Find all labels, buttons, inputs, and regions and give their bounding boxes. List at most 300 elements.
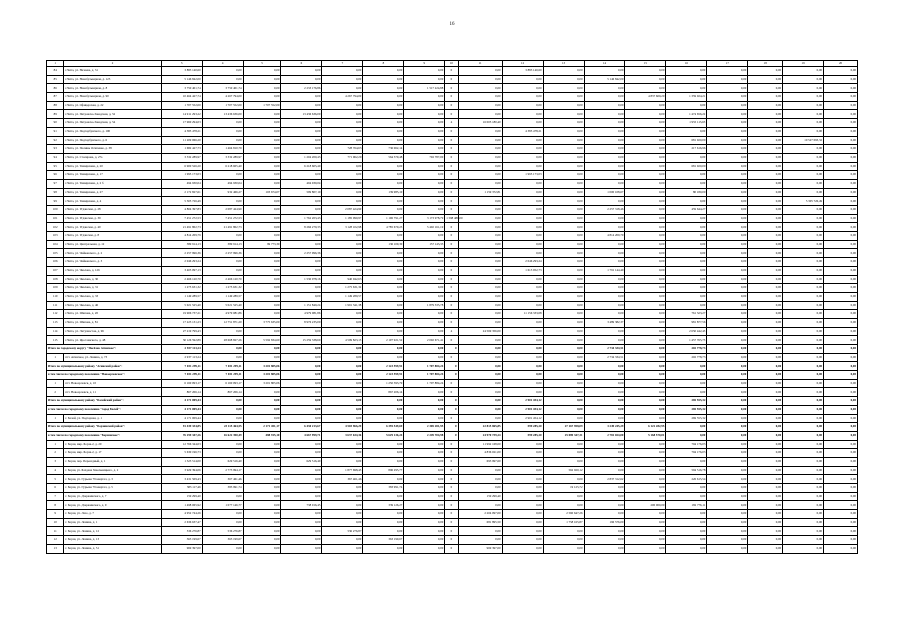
amount-cell: 0,00 xyxy=(666,492,707,501)
amount-cell: 0,00 xyxy=(748,544,783,553)
amount-cell: 0,00 xyxy=(458,527,502,536)
row-index: 84 xyxy=(47,67,64,76)
amount-cell: 99 773,30 xyxy=(243,240,281,249)
amount-cell: 0,00 xyxy=(363,179,404,188)
subtotal-label: в том числе по городскому поселению "город Балей": xyxy=(47,405,162,414)
amount-cell: 7 451 272,53 xyxy=(202,214,243,223)
amount-cell: 0,00 xyxy=(783,179,824,188)
table-row xyxy=(47,301,858,310)
amount-cell: 0,00 xyxy=(502,75,543,84)
amount-cell: 0,00 xyxy=(625,188,666,197)
amount-cell: 0,00 xyxy=(625,119,666,128)
address-cell: г. Борзя, ул. Гурьева 79 квартал, д. 3 xyxy=(64,475,161,484)
amount-cell: 1 000 108,67 xyxy=(584,188,625,197)
amount-cell: 0,00 xyxy=(707,475,748,484)
amount-cell: 0,00 xyxy=(584,67,625,76)
amount-cell: 0 xyxy=(445,449,458,458)
amount-cell: 2 233 176,86 xyxy=(281,84,322,93)
amount-cell: 0,00 xyxy=(783,214,824,223)
address-cell: г. Борзя, ул. Ленина, д. 1 xyxy=(64,518,161,527)
amount-cell: 0,00 xyxy=(322,397,363,406)
amount-cell: 488 915,10 xyxy=(243,431,281,440)
amount-cell: 0 xyxy=(445,544,458,553)
amount-cell: 0,00 xyxy=(202,440,243,449)
amount-cell: 15 259 338,60 xyxy=(281,336,322,345)
amount-cell: 0 xyxy=(445,188,458,197)
amount-cell: 0,00 xyxy=(543,266,584,275)
amount-cell: 0,00 xyxy=(243,223,281,232)
amount-cell: 0,00 xyxy=(748,336,783,345)
amount-cell: 0,00 xyxy=(707,206,748,215)
amount-cell: 0 xyxy=(445,223,458,232)
amount-cell: 0,00 xyxy=(202,353,243,362)
amount-cell: 16 005 180,40 xyxy=(458,119,502,128)
amount-cell: 2 781 024,00 xyxy=(584,431,625,440)
table-row xyxy=(47,292,858,301)
amount-cell: 0 xyxy=(445,510,458,519)
amount-cell: 0,00 xyxy=(707,67,748,76)
amount-cell: 6 430 213,67 xyxy=(281,423,322,432)
amount-cell: 0,00 xyxy=(202,75,243,84)
amount-cell: 0 xyxy=(445,101,458,110)
row-index: 115 xyxy=(47,336,64,345)
amount-cell: 0,00 xyxy=(707,414,748,423)
amount-cell: 0,00 xyxy=(363,440,404,449)
amount-cell: 0,00 xyxy=(625,318,666,327)
amount-cell: 24 569 356,00 xyxy=(458,327,502,336)
amount-cell: 0,00 xyxy=(404,475,445,484)
amount-cell: 0 xyxy=(445,197,458,206)
amount-cell: 0,00 xyxy=(363,301,404,310)
amount-cell: 0,00 xyxy=(502,527,543,536)
amount-cell: 0 xyxy=(445,266,458,275)
amount-cell: 0,00 xyxy=(243,93,281,102)
amount-cell: 0,00 xyxy=(824,371,858,380)
amount-cell: 494 930,04 xyxy=(161,179,202,188)
amount-cell: 0,00 xyxy=(707,379,748,388)
amount-cell: 159 299,40 xyxy=(161,492,202,501)
amount-cell: 0,00 xyxy=(625,292,666,301)
amount-cell: 0,00 xyxy=(322,484,363,493)
amount-cell: 0,00 xyxy=(824,232,858,241)
amount-cell: 0,00 xyxy=(543,379,584,388)
amount-cell: 0,00 xyxy=(458,153,502,162)
amount-cell: 202 778,73 xyxy=(666,353,707,362)
amount-cell: 1 613 952,73 xyxy=(502,266,543,275)
amount-cell: 0,00 xyxy=(502,232,543,241)
amount-cell: 0,00 xyxy=(404,145,445,154)
amount-cell: 0,00 xyxy=(502,145,543,154)
amount-cell: 0,00 xyxy=(666,544,707,553)
amount-cell: 0,00 xyxy=(322,405,363,414)
amount-cell: 0,00 xyxy=(707,457,748,466)
amount-cell: 7 031 299,11 xyxy=(202,362,243,371)
amount-cell: 0,00 xyxy=(543,214,584,223)
amount-cell: 6 122 282,95 xyxy=(625,423,666,432)
amount-cell: 0,00 xyxy=(243,75,281,84)
amount-cell: 0,00 xyxy=(404,310,445,319)
amount-cell: 0 xyxy=(445,371,458,380)
amount-cell: 0,00 xyxy=(783,423,824,432)
amount-cell: 0,00 xyxy=(543,162,584,171)
amount-cell: 0,00 xyxy=(666,423,707,432)
amount-cell: 0,00 xyxy=(404,536,445,545)
amount-cell: 0,00 xyxy=(707,371,748,380)
amount-cell: 0,00 xyxy=(543,93,584,102)
amount-cell: 0,00 xyxy=(458,67,502,76)
amount-cell: 91 439 334,85 xyxy=(161,423,202,432)
amount-cell: 0,00 xyxy=(748,527,783,536)
row-index: 104 xyxy=(47,240,64,249)
amount-cell: 0,00 xyxy=(322,318,363,327)
amount-cell: 0,00 xyxy=(502,110,543,119)
amount-cell: 2 249 704,98 xyxy=(404,431,445,440)
amount-cell: 0,00 xyxy=(458,232,502,241)
amount-cell: 0,00 xyxy=(748,457,783,466)
amount-cell: 0,00 xyxy=(543,249,584,258)
amount-cell: 1 879 335,78 xyxy=(404,301,445,310)
subtotal-label: Итого по городскому округу "Посёлок Агинское": xyxy=(47,345,162,354)
amount-cell: 0,00 xyxy=(243,153,281,162)
amount-cell: 0,00 xyxy=(322,510,363,519)
amount-cell: 0 xyxy=(445,232,458,241)
address-cell: г. Балей, ул. Подгорная, д. 1 xyxy=(64,414,161,423)
amount-cell: 0,00 xyxy=(748,440,783,449)
amount-cell: 0,00 xyxy=(458,162,502,171)
amount-cell: 0,00 xyxy=(502,440,543,449)
amount-cell: 8 976 235,00 xyxy=(281,318,322,327)
amount-cell: 0,00 xyxy=(363,266,404,275)
amount-cell: 0,00 xyxy=(783,431,824,440)
amount-cell: 0,00 xyxy=(243,457,281,466)
column-number: 5 xyxy=(243,61,281,67)
amount-cell: 969 397,00 xyxy=(161,544,202,553)
amount-cell: 0,00 xyxy=(783,93,824,102)
amount-cell: 0,00 xyxy=(322,440,363,449)
amount-cell: 4 385 478,21 xyxy=(502,127,543,136)
amount-cell: 0,00 xyxy=(404,397,445,406)
row-index: 2 xyxy=(47,388,64,397)
subtotal-row xyxy=(47,423,858,432)
amount-cell: 0,00 xyxy=(543,371,584,380)
amount-cell: 0,00 xyxy=(322,371,363,380)
row-index: 2 xyxy=(47,449,64,458)
address-cell: г. Борзя, мкр. Борзя-2, д. 17 xyxy=(64,449,161,458)
address-cell: г. Борзя, ул. Дзержинского, д. 7 xyxy=(64,492,161,501)
amount-cell: 0,00 xyxy=(322,119,363,128)
amount-cell: 0,00 xyxy=(458,275,502,284)
amount-cell: 0,00 xyxy=(783,301,824,310)
amount-cell: 0,00 xyxy=(322,327,363,336)
amount-cell: 0 xyxy=(445,127,458,136)
amount-cell: 0,00 xyxy=(281,405,322,414)
row-index: 101 xyxy=(47,214,64,223)
amount-cell: 0,00 xyxy=(322,501,363,510)
amount-cell: 0,00 xyxy=(202,119,243,128)
amount-cell: 0,00 xyxy=(748,188,783,197)
amount-cell: 0,00 xyxy=(707,501,748,510)
amount-cell: 0,00 xyxy=(666,371,707,380)
amount-cell: 0,00 xyxy=(243,110,281,119)
amount-cell: 0,00 xyxy=(824,119,858,128)
amount-cell: 0,00 xyxy=(202,327,243,336)
amount-cell: 0,00 xyxy=(202,518,243,527)
amount-cell: 0,00 xyxy=(584,249,625,258)
address-cell: г.Чита, ул. Центральная, д. 12 xyxy=(64,240,161,249)
amount-cell: 1 758 165,87 xyxy=(543,518,584,527)
amount-cell: 599 807,10 xyxy=(281,188,322,197)
amount-cell: 3 173 978,79 xyxy=(404,214,445,223)
amount-cell: 728 764,63 xyxy=(322,145,363,154)
amount-cell: 0,00 xyxy=(281,414,322,423)
amount-cell: 1 995 173,03 xyxy=(161,171,202,180)
amount-cell: 3 201 805,06 xyxy=(243,379,281,388)
amount-cell: 0,00 xyxy=(458,93,502,102)
amount-cell: 459 644,27 xyxy=(666,206,707,215)
amount-cell: 0,00 xyxy=(783,492,824,501)
amount-cell: 0,00 xyxy=(322,75,363,84)
address-cell: г.Чита, ул. Полины Осипенко, д. 38 xyxy=(64,145,161,154)
amount-cell: 0,00 xyxy=(502,353,543,362)
table-row xyxy=(47,136,858,145)
amount-cell: 0,00 xyxy=(783,284,824,293)
amount-cell: 0,00 xyxy=(502,284,543,293)
amount-cell: 0,00 xyxy=(584,336,625,345)
amount-cell: 0,00 xyxy=(543,536,584,545)
amount-cell: 0 xyxy=(445,475,458,484)
amount-cell: 0,00 xyxy=(748,258,783,267)
amount-cell: 6 359 549,69 xyxy=(363,423,404,432)
amount-cell: 0,00 xyxy=(502,466,543,475)
amount-cell: 0,00 xyxy=(625,440,666,449)
amount-cell: 1 077 146,77 xyxy=(202,501,243,510)
address-cell: г.Чита, ул. Тимирязева, д. 2 б xyxy=(64,179,161,188)
amount-cell: 0,00 xyxy=(404,232,445,241)
amount-cell: 494 930,04 xyxy=(281,179,322,188)
amount-cell: 0,00 xyxy=(584,397,625,406)
amount-cell: 0,00 xyxy=(404,414,445,423)
amount-cell: 0,00 xyxy=(363,110,404,119)
amount-cell: 0,00 xyxy=(322,544,363,553)
amount-cell: 0,00 xyxy=(243,414,281,423)
amount-cell: 0,00 xyxy=(824,527,858,536)
amount-cell: 23 115 464,55 xyxy=(202,423,243,432)
amount-cell: 0,00 xyxy=(363,93,404,102)
amount-cell: 0,00 xyxy=(404,440,445,449)
table-row xyxy=(47,475,858,484)
amount-cell: 0 xyxy=(445,162,458,171)
amount-cell: 0,00 xyxy=(281,171,322,180)
amount-cell: 629 516,40 xyxy=(202,457,243,466)
amount-cell: 25 089 347,31 xyxy=(543,431,584,440)
amount-cell: 0,00 xyxy=(783,258,824,267)
amount-cell: 0,00 xyxy=(824,101,858,110)
amount-cell: 0,00 xyxy=(281,440,322,449)
amount-cell: 269 555,32 xyxy=(666,397,707,406)
amount-cell: 0,00 xyxy=(243,388,281,397)
amount-cell: 3 405 097,13 xyxy=(161,266,202,275)
subtotal-row xyxy=(47,345,858,354)
amount-cell: 2 087 424,90 xyxy=(322,206,363,215)
amount-cell: 0,00 xyxy=(666,84,707,93)
amount-cell: 0,00 xyxy=(281,362,322,371)
amount-cell: 0,00 xyxy=(783,110,824,119)
amount-cell: 3 332 289,97 xyxy=(161,153,202,162)
amount-cell: 0,00 xyxy=(748,240,783,249)
amount-cell: 5 146 842,00 xyxy=(584,75,625,84)
table-row xyxy=(47,145,858,154)
amount-cell: 0,00 xyxy=(707,275,748,284)
amount-cell: 0,00 xyxy=(666,232,707,241)
amount-cell: 0,00 xyxy=(748,518,783,527)
amount-cell: 0,00 xyxy=(707,536,748,545)
row-index: 11 xyxy=(47,527,64,536)
amount-cell: 0,00 xyxy=(243,440,281,449)
amount-cell: 0,00 xyxy=(363,527,404,536)
amount-cell: 681 920,00 xyxy=(666,162,707,171)
amount-cell: 599 285,20 xyxy=(502,423,543,432)
amount-cell: 0,00 xyxy=(625,145,666,154)
amount-cell: 1 359 024,21 xyxy=(666,93,707,102)
amount-cell: 8 266 279,33 xyxy=(281,223,322,232)
amount-cell: 4 667 999,71 xyxy=(281,431,322,440)
amount-cell: 0,00 xyxy=(543,353,584,362)
amount-cell: 0,00 xyxy=(824,179,858,188)
amount-cell: 0,00 xyxy=(625,84,666,93)
amount-cell: 981 877,56 xyxy=(666,318,707,327)
amount-cell: 4 267 794,00 xyxy=(202,93,243,102)
amount-cell: 0,00 xyxy=(584,379,625,388)
amount-cell: 867 206,14 xyxy=(202,388,243,397)
amount-cell: 536 276,87 xyxy=(202,527,243,536)
amount-cell: 0,00 xyxy=(502,162,543,171)
amount-cell: 0,00 xyxy=(748,162,783,171)
amount-cell: 0,00 xyxy=(458,84,502,93)
amount-cell: 0,00 xyxy=(707,171,748,180)
amount-cell: 0,00 xyxy=(458,405,502,414)
amount-cell: 0,00 xyxy=(281,475,322,484)
amount-cell: 3 750 401,74 xyxy=(161,84,202,93)
amount-cell: 0,00 xyxy=(748,379,783,388)
column-number: 13 xyxy=(543,61,584,67)
address-cell: г.Чита, ул. Подгорбунского, д. 100 xyxy=(64,127,161,136)
amount-cell: 0,00 xyxy=(707,136,748,145)
amount-cell: 0,00 xyxy=(625,101,666,110)
amount-cell: 0,00 xyxy=(281,345,322,354)
amount-cell: 0,00 xyxy=(824,397,858,406)
amount-cell: 0,00 xyxy=(783,249,824,258)
amount-cell: 0,00 xyxy=(783,84,824,93)
amount-cell: 6 218 605,40 xyxy=(281,162,322,171)
amount-cell: 0,00 xyxy=(824,197,858,206)
amount-cell: 389 914,13 xyxy=(161,240,202,249)
amount-cell: 1 149 289,57 xyxy=(322,292,363,301)
amount-cell: 0,00 xyxy=(243,475,281,484)
amount-cell: 2 773 994,17 xyxy=(202,466,243,475)
amount-cell: 0 xyxy=(445,405,458,414)
amount-cell: 1 791 144,40 xyxy=(584,266,625,275)
amount-cell: 0,00 xyxy=(243,119,281,128)
amount-cell: 0,00 xyxy=(824,449,858,458)
amount-cell: 339 126,27 xyxy=(363,501,404,510)
amount-cell: 0,00 xyxy=(824,275,858,284)
amount-cell: 3 637 634,36 xyxy=(322,431,363,440)
amount-cell: 0,00 xyxy=(584,510,625,519)
subtotal-row xyxy=(47,362,858,371)
amount-cell: 0,00 xyxy=(404,75,445,84)
address-cell: г.Чита, ул. Ярославского, д. 48 xyxy=(64,336,161,345)
amount-cell: 0,00 xyxy=(783,266,824,275)
amount-cell: 0,00 xyxy=(458,127,502,136)
amount-cell: 0,00 xyxy=(543,101,584,110)
table-row xyxy=(47,266,858,275)
amount-cell: 1 196 791,27 xyxy=(363,214,404,223)
amount-cell: 21 491 802,73 xyxy=(161,223,202,232)
table-row xyxy=(47,527,858,536)
amount-cell: 0,00 xyxy=(404,345,445,354)
amount-cell: 0,00 xyxy=(584,449,625,458)
amount-cell: 0,00 xyxy=(363,327,404,336)
amount-cell: 0,00 xyxy=(666,266,707,275)
amount-cell: 0,00 xyxy=(543,197,584,206)
amount-cell: 0,00 xyxy=(363,353,404,362)
amount-cell: 0,00 xyxy=(625,362,666,371)
amount-cell: 0,00 xyxy=(404,292,445,301)
amount-cell: 2 046 293,24 xyxy=(502,258,543,267)
amount-cell: 0,00 xyxy=(783,223,824,232)
amount-cell: 0,00 xyxy=(824,206,858,215)
amount-cell: 0,00 xyxy=(783,327,824,336)
table-row xyxy=(47,119,858,128)
amount-cell: 0,00 xyxy=(243,292,281,301)
amount-cell: 0,00 xyxy=(543,145,584,154)
amount-cell: 0,00 xyxy=(748,119,783,128)
amount-cell: 0,00 xyxy=(202,232,243,241)
table-row xyxy=(47,171,858,180)
amount-cell: 0,00 xyxy=(281,449,322,458)
table-row xyxy=(47,214,858,223)
amount-cell: 693 997,60 xyxy=(458,457,502,466)
amount-cell: 0,00 xyxy=(707,214,748,223)
amount-cell: 363 199,67 xyxy=(161,536,202,545)
amount-cell: 0,00 xyxy=(543,179,584,188)
amount-cell: 0,00 xyxy=(243,145,281,154)
amount-cell: 0,00 xyxy=(584,162,625,171)
amount-cell: 0,00 xyxy=(543,318,584,327)
amount-cell: 0,00 xyxy=(404,484,445,493)
row-index: 105 xyxy=(47,249,64,258)
amount-cell: 0,00 xyxy=(458,284,502,293)
amount-cell: 0,00 xyxy=(458,466,502,475)
amount-cell: 0,00 xyxy=(666,101,707,110)
amount-cell: 0,00 xyxy=(502,492,543,501)
amount-cell: 0,00 xyxy=(502,327,543,336)
amount-cell: 0,00 xyxy=(824,93,858,102)
amount-cell: 0,00 xyxy=(458,110,502,119)
amount-cell: 2 937 113,24 xyxy=(161,353,202,362)
amount-cell: 0,00 xyxy=(458,101,502,110)
amount-cell: 0,00 xyxy=(458,206,502,215)
amount-cell: 0,00 xyxy=(502,345,543,354)
amount-cell: 0,00 xyxy=(824,67,858,76)
amount-cell: 0,00 xyxy=(666,249,707,258)
amount-cell: 0,00 xyxy=(281,510,322,519)
amount-cell: 363 199,67 xyxy=(202,536,243,545)
table-row xyxy=(47,67,858,76)
amount-cell: 0,00 xyxy=(625,457,666,466)
amount-cell: 7 031 299,11 xyxy=(161,362,202,371)
amount-cell: 0,00 xyxy=(281,240,322,249)
